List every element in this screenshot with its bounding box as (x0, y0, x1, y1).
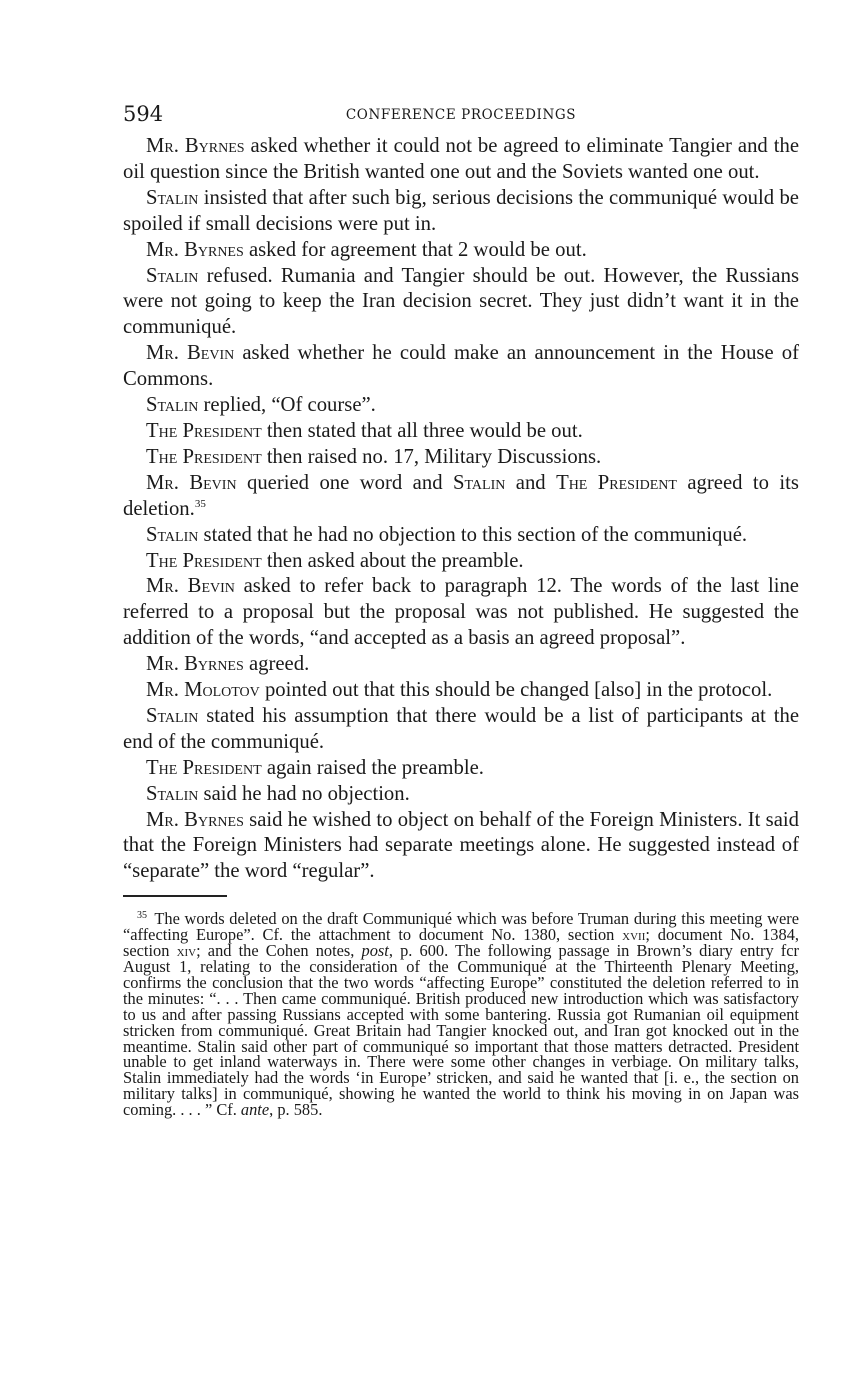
paragraph-text: again raised the preamble. (261, 756, 484, 779)
speaker-name: Stalin (146, 186, 199, 209)
speaker-name: The President (556, 471, 677, 494)
speaker-name: Stalin (146, 394, 199, 417)
paragraph-text: then raised no. 17, Military Discussions. (261, 445, 602, 468)
paragraph-text: asked whether he could make an announcement in the House of Commons. (123, 342, 799, 391)
footnote-text: , p. 600. The following passage in Brown’s diary entry fcr August 1, relating to the consideration of the Communiqué at the Thirteenth Plenary Meeting, confirms the conclusion that the two words “affecting Europe” constituted the deletion referred to in the minutes: “. . . Then came communiqué. British produced new introduction which was satisfactory to us and after passing Russians accepted with some bantering. Russia got Rumanian oil equipment stricken from communiqué. Great Britain had Tangier knocked out, and Iran got knocked out in the meantime. Stalin said other part of communiqué so important that those matters detracted. President unable to get inland waterways in. There were some other changes in verbiage. On military talks, Stalin immediately had the words ‘in Europe’ stricken, and said he wanted that [i. e., the section on military talks] in communiqué, showing he wanted the world to think his moving in on Japan was coming. . . . ” Cf. (123, 941, 799, 1120)
speaker-name: Mr. Molotov (146, 679, 260, 702)
speaker-name: Stalin (146, 523, 199, 546)
paragraph (123, 264, 799, 342)
speaker-name: Mr. Byrnes (146, 808, 244, 831)
footnote-text: ; document No. 1384, section (123, 925, 799, 961)
paragraph (123, 574, 799, 652)
footnote-italic: post (361, 941, 389, 961)
document-page (123, 98, 799, 1118)
running-head: CONFERENCE PROCEEDINGS (345, 107, 577, 123)
paragraph (123, 652, 799, 678)
paragraph-text: said he wished to object on behalf of the Foreign Ministers. It said that the Foreign Ministers had separate meetings alone. He suggested instead of “separate” the word “regular”. (123, 808, 799, 883)
paragraph (123, 186, 799, 238)
speaker-name: Mr. Byrnes (146, 135, 245, 157)
paragraph (123, 678, 799, 704)
paragraph-text: refused. Rumania and Tangier should be out. However, the Russians were not going to keep the Iran decision secret. They just didn’t want it in the communiqué. (123, 264, 799, 339)
speaker-name: Mr. Byrnes (146, 653, 244, 676)
paragraph (123, 549, 799, 575)
footnote-reference[interactable]: 35 (194, 497, 206, 510)
speaker-name: Mr. Byrnes (146, 238, 244, 261)
paragraph-text: asked to refer back to paragraph 12. The words of the last line referred to a proposal but the proposal was not published. He suggested the addition of the words, “and accepted as a basis an agreed proposal”. (123, 575, 799, 650)
footnote-divider (123, 895, 227, 897)
paragraph (123, 523, 799, 549)
paragraph (123, 756, 799, 782)
speaker-name: Stalin (146, 264, 199, 287)
paragraph (123, 704, 799, 756)
footnote-text: ; and the Cohen notes, (196, 941, 362, 961)
paragraph-text: then stated that all three would be out. (261, 419, 583, 442)
footnote-section: xiv (176, 941, 197, 961)
paragraph-text: replied, “Of course”. (198, 394, 376, 417)
footnote (123, 911, 799, 1118)
speaker-name: The President (146, 445, 262, 468)
body-text (123, 134, 799, 885)
speaker-name: The President (146, 756, 262, 779)
speaker-name: Mr. Bevin (146, 342, 235, 365)
paragraph-text: asked whether it could not be agreed to eliminate Tangier and the oil question since the British wanted one out and the Soviets wanted one out. (123, 135, 799, 183)
paragraph-text: said he had no objection. (198, 782, 410, 805)
speaker-name: Stalin (452, 471, 506, 494)
paragraph-text: agreed. (243, 653, 310, 676)
paragraph-text: agreed to its deletion. (123, 471, 799, 520)
paragraph-text: and (505, 471, 557, 494)
paragraph (123, 393, 799, 419)
paragraph-text: stated his assumption that there would be a list of participants at the end of the communiqué. (123, 704, 799, 753)
paragraph (123, 341, 799, 393)
paragraph (123, 419, 799, 445)
speaker-name: Stalin (146, 704, 199, 727)
paragraph (123, 238, 799, 264)
page-number: 594 (123, 102, 164, 126)
paragraph (123, 782, 799, 808)
footnote-italic: ante (240, 1100, 270, 1120)
paragraph-text: then asked about the preamble. (261, 549, 524, 572)
paragraph (123, 471, 799, 523)
paragraph-text: queried one word and (236, 471, 453, 494)
speaker-name: Stalin (146, 782, 199, 805)
paragraph (123, 808, 799, 886)
footnote-marker: 35 (137, 909, 147, 921)
speaker-name: The President (146, 419, 262, 442)
footnote-section: xvii (622, 925, 646, 945)
paragraph (123, 134, 799, 186)
paragraph-text: asked for agreement that 2 would be out. (243, 238, 587, 261)
footnote-text: , p. 585. (269, 1100, 323, 1120)
speaker-name: The President (146, 549, 262, 572)
paragraph (123, 445, 799, 471)
footnote-text: The words deleted on the draft Communiqué which was before Truman during this meeting were “affecting Europe”. Cf. the attachment to document No. 1380, section (123, 909, 799, 945)
paragraph-text: stated that he had no objection to this section of the communiqué. (198, 523, 748, 546)
speaker-name: Mr. Bevin (146, 575, 235, 598)
speaker-name: Mr. Bevin (146, 471, 237, 494)
paragraph-text: insisted that after such big, serious decisions the communiqué would be spoiled if small decisions were put in. (123, 186, 799, 235)
paragraph-text: pointed out that this should be changed [also] in the protocol. (259, 679, 773, 702)
page-header (123, 98, 799, 134)
